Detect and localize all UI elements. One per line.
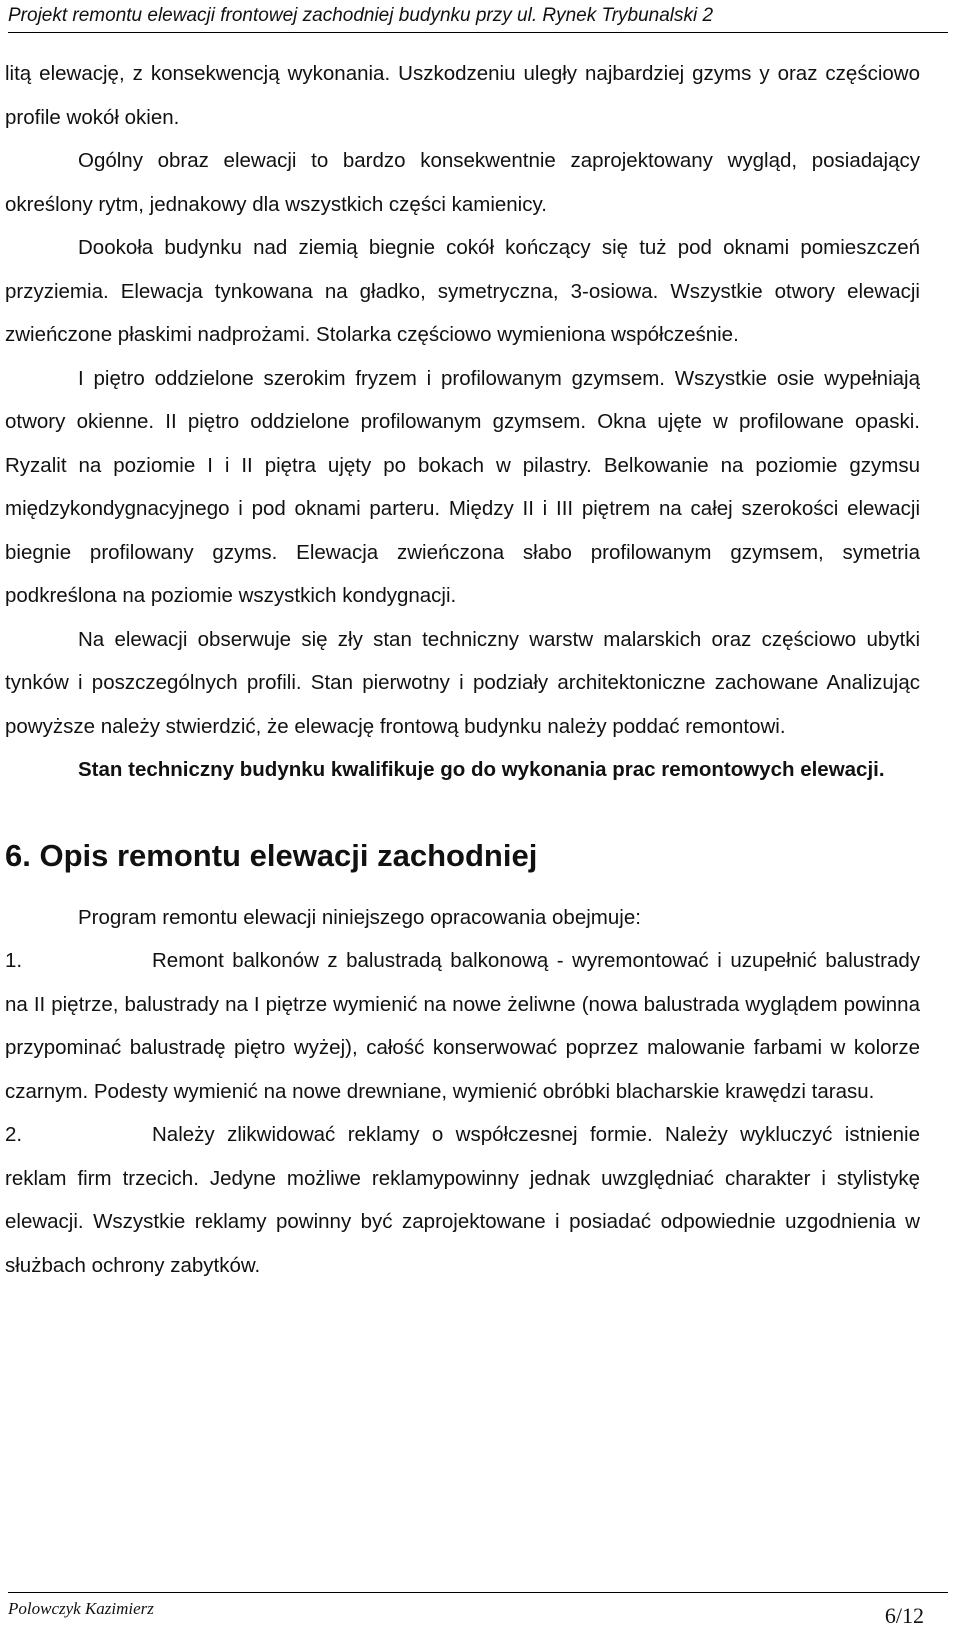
page-header	[8, 4, 948, 33]
list-item	[5, 1113, 920, 1287]
paragraph-plinth: Dookoła budynku nad ziemią biegnie cokół kończący się tuż pod oknami pomieszczeń przyziemia. Elewacja tynkowana na gładko, symetryczna, 3-osiowa. Wszystkie otwory elewacji zwieńczone płaskimi nadprożami. Stolarka częściowo wymieniona współcześnie.	[5, 236, 920, 346]
paragraph-floors: I piętro oddzielone szerokim fryzem i profilowanym gzymsem. Wszystkie osie wypełniają otwory okienne. II piętro oddzielone profilowanym gzymsem. Okna ujęte w profilowane opaski. Ryzalit na poziomie I i II piętra ujęty po bokach w pilastry. Belkowanie na poziomie gzymsu międzykondygnacyjnego i pod oknami parteru. Między II i III piętrem na całej szerokości elewacji biegnie profilowany gzyms. Elewacja zwieńczona słabo profilowanym gzymsem, symetria podkreślona na poziomie wszystkich kondygnacji.	[5, 366, 920, 607]
page-number: 6/12	[884, 1603, 924, 1628]
header-title: Projekt remontu elewacji frontowej zachodniej budynku przy ul. Rynek Trybunalski 2	[8, 5, 714, 26]
list-item-text: Remont balkonów z balustradą balkonową - wyremontować i uzupełnić balustrady na II piętrze, balustrady na I piętrze wymienić na nowe żeliwne (nowa balustrada wyglądem powinna przypominać balustradę piętro wyżej), całość konserwować poprzez malowanie farbami w kolorze czarnym. Podesty wymienić na nowe drewniane, wymienić obróbki blacharskie krawędzi tarasu.	[5, 949, 920, 1103]
list-item-text: Należy zlikwidować reklamy o współczesnej formie. Należy wykluczyć istnienie reklam firm trzecich. Jedyne możliwe reklamypowinny jednak uwzględniać charakter i stylistykę elewacji. Wszystkie reklamy powinny być zaprojektowane i posiadać odpowiednie uzgodnienia w służbach ochrony zabytków.	[5, 1123, 920, 1277]
paragraph-continuation: litą elewację, z konsekwencją wykonania. Uszkodzeniu uległy najbardziej gzyms y oraz częściowo profile wokół okien.	[5, 62, 920, 129]
page-footer	[8, 1592, 948, 1629]
list-item-number: 2.	[5, 1123, 23, 1146]
footer-author: Polowczyk Kazimierz	[8, 1599, 154, 1618]
paragraph-condition: Na elewacji obserwuje się zły stan techniczny warstw malarskich oraz częściowo ubytki tynków i poszczególnych profili. Stan pierwotny i podziały architektoniczne zachowane Analizując powyższe należy stwierdzić, że elewację frontową budynku należy poddać remontowi.	[5, 627, 920, 738]
paragraph-conclusion: Stan techniczny budynku kwalifikuje go do wykonania prac remontowych elewacji.	[78, 758, 885, 781]
section-intro: Program remontu elewacji niniejszego opracowania obejmuje:	[78, 905, 641, 929]
list-item	[5, 939, 920, 1113]
document-body	[5, 52, 920, 1287]
section-heading: 6. Opis remontu elewacji zachodniej	[5, 837, 538, 873]
paragraph-overview: Ogólny obraz elewacji to bardzo konsekwentnie zaprojektowany wygląd, posiadający określony rytm, jednakowy dla wszystkich części kamienicy.	[5, 149, 920, 216]
list-item-number: 1.	[5, 949, 23, 972]
